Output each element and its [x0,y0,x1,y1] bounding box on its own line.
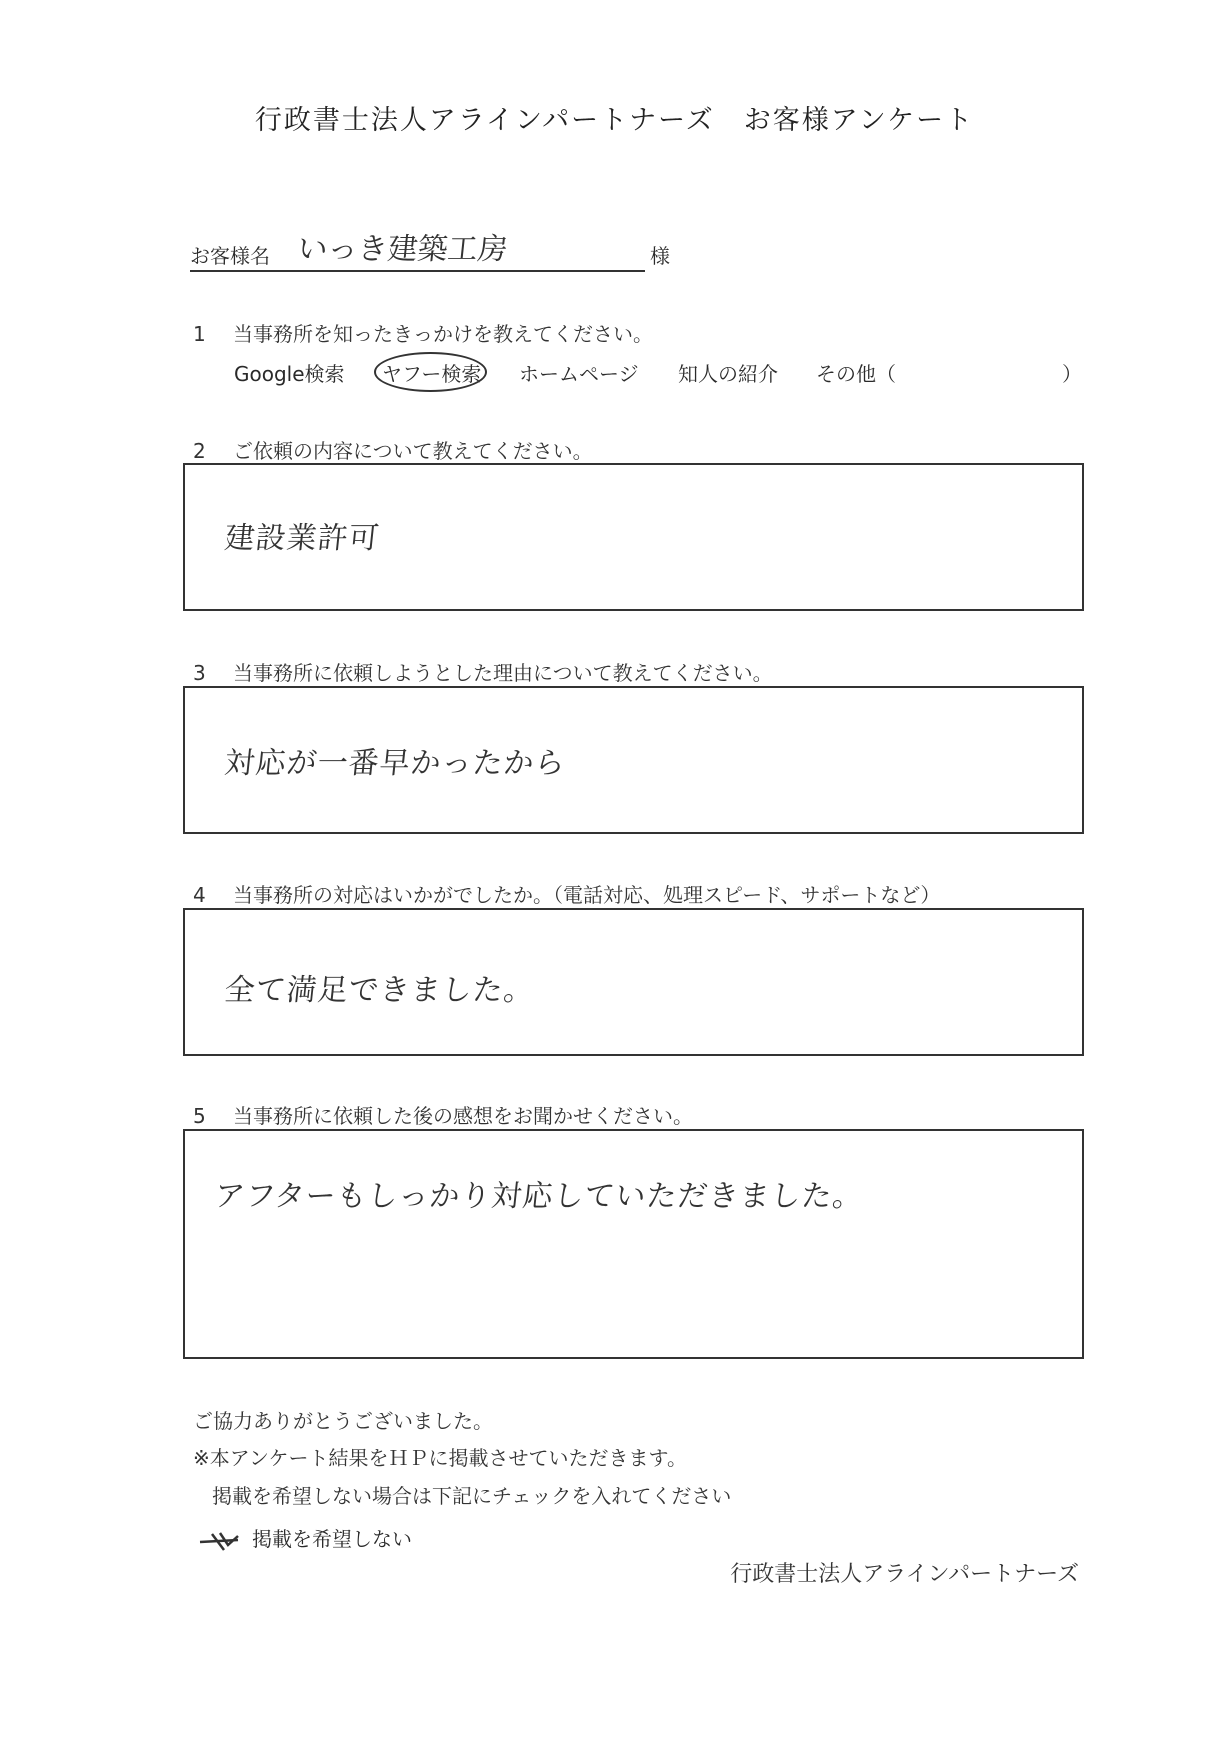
closing-thanks: ご協力ありがとうございました。 [193,1409,493,1433]
question-number: 3 [193,661,206,685]
question-text: 当事務所に依頼しようとした理由について教えてください。 [233,661,773,685]
answer-text-q5: アフターもしっかり対応していただきました。 [212,1179,866,1214]
question-text: 当事務所の対応はいかがでしたか。（電話対応、処理スピード、サポートなど） [233,883,941,907]
question-3 [193,657,773,686]
question-2 [193,435,593,464]
customer-name-row [190,222,690,272]
question-1 [193,318,653,347]
answer-box-q3[interactable] [183,686,1084,834]
form-title: 行政書士法人アラインパートナーズ お客様アンケート [254,105,975,136]
answer-box-q2[interactable] [183,463,1084,611]
footer-company: 行政書士法人アラインパートナーズ [730,1562,1079,1587]
answer-text-q3: 対応が一番早かったから [222,746,568,781]
question-number: 1 [193,322,206,346]
answer-box-q5[interactable] [183,1129,1084,1359]
closing-instruction: 掲載を希望しない場合は下記にチェックを入れてください [212,1484,732,1508]
question-text: ご依頼の内容について教えてください。 [233,439,593,463]
opt-out-row [198,1523,412,1552]
option-yahoo-search-selected[interactable]: ヤフー検索 [382,358,481,387]
question-5 [193,1100,693,1129]
option-homepage[interactable]: ホームページ [519,362,639,386]
answer-box-q4[interactable] [183,908,1084,1056]
option-google-search[interactable]: Google検索 [234,362,345,386]
answer-text-q4: 全て満足できました。 [222,973,537,1008]
answer-text-q2: 建設業許可 [222,521,382,556]
option-other[interactable]: その他（ [816,362,896,386]
customer-name-underline [190,270,645,272]
question-4 [193,879,940,908]
question-number: 2 [193,439,206,463]
closing-note: ※本アンケート結果をＨＰに掲載させていただきます。 [193,1446,687,1470]
question-text: 当事務所に依頼した後の感想をお聞かせください。 [233,1104,693,1128]
customer-name-label: お客様名 [190,244,270,268]
option-other-close-paren: ） [1062,362,1082,386]
question-number: 5 [193,1104,206,1128]
question-text: 当事務所を知ったきっかけを教えてください。 [233,322,653,346]
opt-out-label: 掲載を希望しない [252,1527,412,1551]
checkbox-mark-icon[interactable] [198,1530,242,1552]
option-referral[interactable]: 知人の紹介 [678,362,778,386]
question-number: 4 [193,883,206,907]
customer-name-value[interactable]: いっき建築工房 [295,232,510,267]
customer-name-suffix: 様 [650,244,670,268]
